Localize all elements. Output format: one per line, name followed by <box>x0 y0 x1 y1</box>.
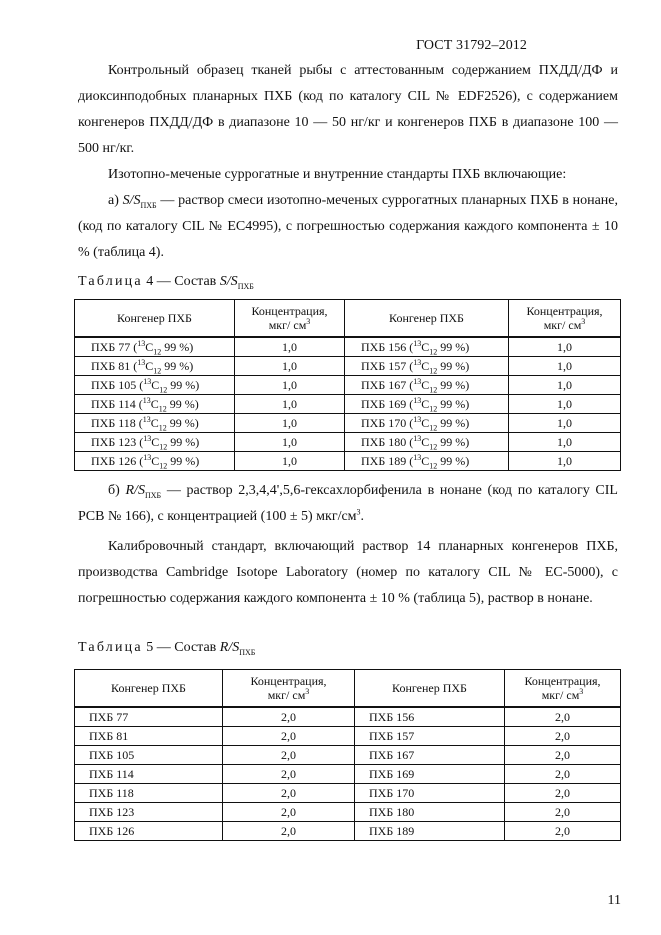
isotope-open: ( <box>136 453 144 468</box>
congener-name: ПХБ 189 <box>369 823 415 838</box>
column-header-congener: Конгенер ПХБ <box>355 670 505 708</box>
congener-name: ПХБ 123 <box>89 804 135 819</box>
table-4 <box>74 299 621 471</box>
isotope-open: ( <box>130 358 138 373</box>
congener-cell <box>75 337 235 357</box>
column-header-concentration <box>505 670 621 708</box>
paragraph-isotope-intro: Изотопно-меченые суррогатные и внутренние стандарты ПХБ включающие: <box>108 167 567 182</box>
item-b-end: . <box>360 509 365 524</box>
isotope-mass: 13 <box>143 452 152 462</box>
congener-cell <box>345 337 509 357</box>
concentration-value: 2,0 <box>223 822 355 841</box>
isotope-close: 99 %) <box>161 358 194 373</box>
unit-superscript: 3 <box>579 687 584 696</box>
congener-name: ПХБ 114 <box>89 766 134 781</box>
page-number: 11 <box>607 893 621 908</box>
isotope-element: C <box>150 415 159 430</box>
concentration-value: 2,0 <box>223 784 355 803</box>
congener-name: ПХБ 126 <box>89 823 135 838</box>
isotope-open: ( <box>406 396 414 411</box>
table-5-caption-number: 5 — Состав <box>142 640 220 655</box>
isotope-mass: 13 <box>413 433 422 443</box>
table-5-caption-word: Таблица <box>78 640 143 655</box>
congener-cell <box>75 784 223 803</box>
isotope-count: 12 <box>153 346 162 356</box>
isotope-open: ( <box>406 415 414 430</box>
isotope-count: 12 <box>159 460 168 470</box>
item-a-symbol: S/S <box>122 193 141 208</box>
paragraph-control-sample: Контрольный образец тканей рыбы с аттестованным содержанием ПХДД/ДФ и диоксинподобных планарных ПХБ (код по каталогу CIL № EDF2526), с содержанием конгенеров ПХДД/ДФ в диапазоне 10 — 50 нг/кг и конгенеров ПХБ в диапазоне 100 — 500 нг/кг. <box>78 63 618 156</box>
congener-name: ПХБ 81 <box>89 728 129 743</box>
concentration-value: 2,0 <box>223 727 355 746</box>
concentration-value: 2,0 <box>223 707 355 727</box>
congener-name: ПХБ 157 <box>361 358 407 373</box>
congener-cell <box>75 707 223 727</box>
congener-cell <box>75 376 235 395</box>
concentration-value: 1,0 <box>509 414 621 433</box>
concentration-value: 2,0 <box>505 784 621 803</box>
congener-name: ПХБ 189 <box>361 453 407 468</box>
unit-superscript: 3 <box>581 317 586 326</box>
congener-cell <box>75 452 235 471</box>
table-row <box>75 337 621 357</box>
table-4-caption-number: 4 — Состав <box>142 274 220 289</box>
isotope-close: 99 %) <box>167 453 200 468</box>
isotope-count: 12 <box>429 441 438 451</box>
congener-name: ПХБ 118 <box>91 415 136 430</box>
column-header-concentration <box>223 670 355 708</box>
isotope-close: 99 %) <box>437 434 470 449</box>
isotope-close: 99 %) <box>437 377 470 392</box>
congener-cell <box>75 822 223 841</box>
congener-cell <box>345 357 509 376</box>
isotope-count: 12 <box>159 384 168 394</box>
congener-cell <box>355 765 505 784</box>
table-row <box>75 803 621 822</box>
unit-label: мкг/ см <box>541 688 580 702</box>
isotope-element: C <box>421 377 430 392</box>
isotope-element: C <box>421 415 430 430</box>
congener-name: ПХБ 77 <box>91 339 131 354</box>
congener-name: ПХБ 118 <box>89 785 134 800</box>
isotope-count: 12 <box>429 384 438 394</box>
congener-name: ПХБ 105 <box>89 747 135 762</box>
unit-label: мкг/ см <box>267 688 306 702</box>
congener-name: ПХБ 170 <box>361 415 407 430</box>
isotope-close: 99 %) <box>437 415 470 430</box>
isotope-mass: 13 <box>413 395 422 405</box>
isotope-element: C <box>421 453 430 468</box>
table-row <box>75 707 621 727</box>
congener-name: ПХБ 114 <box>91 396 136 411</box>
unit-superscript: 3 <box>305 687 310 696</box>
concentration-value: 2,0 <box>223 746 355 765</box>
isotope-mass: 13 <box>413 338 422 348</box>
congener-name: ПХБ 169 <box>369 766 415 781</box>
table-5-caption <box>78 640 255 656</box>
congener-cell <box>75 746 223 765</box>
concentration-value: 1,0 <box>509 452 621 471</box>
congener-cell <box>75 414 235 433</box>
congener-cell <box>75 433 235 452</box>
isotope-count: 12 <box>429 346 438 356</box>
isotope-element: C <box>151 453 160 468</box>
isotope-close: 99 %) <box>437 358 470 373</box>
congener-cell <box>345 433 509 452</box>
congener-name: ПХБ 167 <box>361 377 407 392</box>
table-row <box>75 822 621 841</box>
table-row <box>75 727 621 746</box>
table-5-caption-symbol: R/S <box>219 640 240 655</box>
isotope-count: 12 <box>153 365 162 375</box>
item-a-prefix: а) <box>108 193 123 208</box>
isotope-count: 12 <box>159 441 168 451</box>
item-b-subscript: ПХБ <box>144 490 162 500</box>
table-row <box>75 395 621 414</box>
congener-cell <box>75 357 235 376</box>
table-row <box>75 746 621 765</box>
concentration-value: 1,0 <box>235 376 345 395</box>
congener-name: ПХБ 156 <box>361 339 407 354</box>
congener-cell <box>355 803 505 822</box>
congener-name: ПХБ 167 <box>369 747 415 762</box>
paragraph-calibration: Калибровочный стандарт, включающий раствор 14 планарных конгенеров ПХБ, производства Cambridge Isotope Laboratory (номер по каталогу CIL № EC-5000), с погрешностью содержания каждого компонента ± 10 % (таблица 5), раствор в нонане. <box>78 539 618 606</box>
concentration-value: 2,0 <box>505 727 621 746</box>
congener-name: ПХБ 126 <box>91 453 137 468</box>
column-header-congener: Конгенер ПХБ <box>75 670 223 708</box>
unit-superscript: 3 <box>306 317 311 326</box>
isotope-open: ( <box>130 339 138 354</box>
congener-name: ПХБ 156 <box>369 709 415 724</box>
concentration-label: Концентрация, <box>524 674 601 688</box>
congener-cell <box>75 803 223 822</box>
isotope-close: 99 %) <box>437 396 470 411</box>
congener-name: ПХБ 170 <box>369 785 415 800</box>
table-4-header-row <box>75 300 621 338</box>
isotope-element: C <box>145 358 154 373</box>
table-4-caption-symbol: S/S <box>219 274 238 289</box>
table-row <box>75 376 621 395</box>
congener-cell <box>355 746 505 765</box>
concentration-value: 1,0 <box>235 433 345 452</box>
item-b-prefix: б) <box>108 483 126 498</box>
concentration-value: 2,0 <box>505 707 621 727</box>
column-header-concentration <box>235 300 345 338</box>
document-number: ГОСТ 31792–2012 <box>416 38 527 53</box>
isotope-mass: 13 <box>413 414 422 424</box>
concentration-label: Концентрация, <box>526 304 603 318</box>
table-5 <box>74 669 621 841</box>
isotope-close: 99 %) <box>167 377 200 392</box>
concentration-label: Концентрация, <box>251 304 328 318</box>
table-4-caption <box>78 274 254 290</box>
table-5-header-row <box>75 670 621 708</box>
concentration-value: 1,0 <box>509 357 621 376</box>
column-header-concentration <box>509 300 621 338</box>
isotope-element: C <box>421 339 430 354</box>
concentration-value: 1,0 <box>509 376 621 395</box>
isotope-mass: 13 <box>142 395 151 405</box>
congener-cell <box>355 707 505 727</box>
isotope-close: 99 %) <box>167 434 200 449</box>
isotope-mass: 13 <box>143 376 152 386</box>
item-a-subscript: ПХБ <box>140 200 157 210</box>
isotope-element: C <box>151 434 160 449</box>
congener-cell <box>345 452 509 471</box>
concentration-value: 1,0 <box>235 414 345 433</box>
isotope-count: 12 <box>429 365 438 375</box>
table-row <box>75 414 621 433</box>
table-row <box>75 784 621 803</box>
item-b-superscript: 3 <box>356 507 361 517</box>
isotope-element: C <box>151 377 160 392</box>
isotope-mass: 13 <box>143 433 152 443</box>
congener-cell <box>355 727 505 746</box>
isotope-open: ( <box>406 339 414 354</box>
congener-cell <box>345 395 509 414</box>
isotope-open: ( <box>136 377 144 392</box>
isotope-open: ( <box>406 358 414 373</box>
concentration-value: 2,0 <box>505 803 621 822</box>
table-row <box>75 452 621 471</box>
isotope-close: 99 %) <box>166 415 199 430</box>
isotope-element: C <box>421 396 430 411</box>
isotope-element: C <box>145 339 154 354</box>
paragraph-item-b <box>78 478 618 530</box>
table-4-caption-word: Таблица <box>78 274 143 289</box>
congener-name: ПХБ 169 <box>361 396 407 411</box>
isotope-open: ( <box>136 434 144 449</box>
isotope-open: ( <box>135 396 143 411</box>
table-5-caption-subscript: ПХБ <box>239 647 256 657</box>
congener-cell <box>75 727 223 746</box>
isotope-close: 99 %) <box>437 453 470 468</box>
isotope-mass: 13 <box>413 357 422 367</box>
isotope-close: 99 %) <box>161 339 194 354</box>
concentration-value: 2,0 <box>505 765 621 784</box>
isotope-count: 12 <box>429 403 438 413</box>
congener-cell <box>75 765 223 784</box>
unit-label: мкг/ см <box>268 318 307 332</box>
column-header-congener: Конгенер ПХБ <box>75 300 235 338</box>
congener-name: ПХБ 105 <box>91 377 137 392</box>
isotope-close: 99 %) <box>166 396 199 411</box>
isotope-count: 12 <box>429 460 438 470</box>
concentration-value: 2,0 <box>505 822 621 841</box>
unit-label: мкг/ см <box>543 318 582 332</box>
congener-name: ПХБ 180 <box>361 434 407 449</box>
isotope-mass: 13 <box>413 452 422 462</box>
congener-cell <box>75 395 235 414</box>
congener-name: ПХБ 81 <box>91 358 131 373</box>
isotope-element: C <box>421 434 430 449</box>
isotope-close: 99 %) <box>437 339 470 354</box>
isotope-open: ( <box>406 377 414 392</box>
concentration-label: Концентрация, <box>250 674 327 688</box>
congener-cell <box>355 822 505 841</box>
concentration-value: 2,0 <box>223 765 355 784</box>
congener-cell <box>345 414 509 433</box>
paragraph-item-a <box>78 188 618 266</box>
isotope-element: C <box>421 358 430 373</box>
congener-name: ПХБ 157 <box>369 728 415 743</box>
congener-cell <box>355 784 505 803</box>
isotope-count: 12 <box>429 422 438 432</box>
congener-name: ПХБ 123 <box>91 434 137 449</box>
isotope-open: ( <box>135 415 143 430</box>
concentration-value: 1,0 <box>235 395 345 414</box>
concentration-value: 1,0 <box>235 452 345 471</box>
concentration-value: 1,0 <box>235 357 345 376</box>
isotope-count: 12 <box>158 422 167 432</box>
column-header-congener: Конгенер ПХБ <box>345 300 509 338</box>
table-row <box>75 765 621 784</box>
item-b-text: — раствор 2,3,4,4',5,6-гексахлорбифенила в нонане (код по каталогу CIL PCB № 166), с концентрацией (100 ± 5) мкг/см <box>78 483 618 524</box>
item-a-text: — раствор смеси изотопно-меченых суррогатных планарных ПХБ в нонане, (код по каталогу CIL № EC4995), с погрешностью содержания каждого компонента ± 10 % (таблица 4). <box>78 193 618 260</box>
congener-name: ПХБ 180 <box>369 804 415 819</box>
table-row <box>75 433 621 452</box>
isotope-mass: 13 <box>413 376 422 386</box>
item-b-symbol: R/S <box>125 483 145 498</box>
concentration-value: 1,0 <box>509 337 621 357</box>
congener-name: ПХБ 77 <box>89 709 129 724</box>
concentration-value: 2,0 <box>223 803 355 822</box>
isotope-open: ( <box>406 434 414 449</box>
isotope-mass: 13 <box>137 357 146 367</box>
concentration-value: 2,0 <box>505 746 621 765</box>
congener-cell <box>345 376 509 395</box>
isotope-mass: 13 <box>142 414 151 424</box>
isotope-open: ( <box>406 453 414 468</box>
isotope-element: C <box>150 396 159 411</box>
isotope-count: 12 <box>158 403 167 413</box>
concentration-value: 1,0 <box>509 395 621 414</box>
concentration-value: 1,0 <box>235 337 345 357</box>
isotope-mass: 13 <box>137 338 146 348</box>
concentration-value: 1,0 <box>509 433 621 452</box>
table-row <box>75 357 621 376</box>
table-4-caption-subscript: ПХБ <box>237 281 254 291</box>
